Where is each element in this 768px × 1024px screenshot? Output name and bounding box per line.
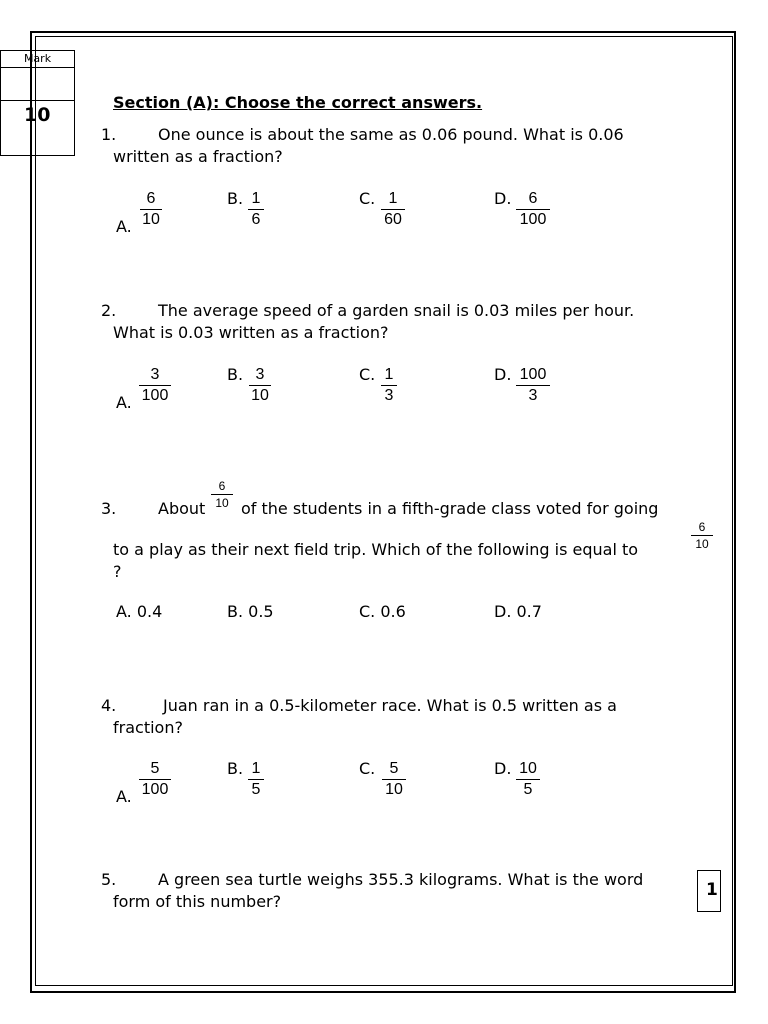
q5-line2: form of this number? <box>113 892 282 911</box>
q1-option-b-fraction[interactable]: $\frac{1}{6}$ <box>248 190 264 229</box>
q4-option-c-fraction[interactable]: $\frac{5}{10}$ <box>382 760 406 799</box>
q2-option-d-fraction[interactable]: $\frac{100}{3}$ <box>516 366 550 405</box>
mark-value: 10 <box>24 104 51 126</box>
q3-option-a[interactable]: A. 0.4 <box>116 602 163 621</box>
q5-number: 5. <box>101 870 117 889</box>
q3-option-c[interactable]: C. 0.6 <box>359 602 406 621</box>
q1-option-a-fraction[interactable]: $\frac{6}{10}$ <box>140 190 162 229</box>
q2-option-b-letter[interactable]: B. <box>227 365 244 384</box>
q3-option-b[interactable]: B. 0.5 <box>227 602 274 621</box>
q1-number: 1. <box>101 125 117 144</box>
q4-line1: Juan ran in a 0.5-kilometer race. What is 0.5 written as a <box>163 696 617 715</box>
q1-option-b-letter[interactable]: B. <box>227 189 244 208</box>
q2-line2: What is 0.03 written as a fraction? <box>113 323 389 342</box>
mark-divider <box>0 100 75 101</box>
q2-option-a-letter[interactable]: A. <box>116 393 132 412</box>
mark-label: Mark <box>0 50 75 68</box>
q2-option-d-letter[interactable]: D. <box>494 365 512 384</box>
q1-option-d-letter[interactable]: D. <box>494 189 512 208</box>
q3-line2: to a play as their next field trip. Which of the following is equal to <box>113 540 639 559</box>
q1-option-a-letter[interactable]: A. <box>116 217 132 236</box>
q2-option-a-fraction[interactable]: $\frac{3}{100}$ <box>139 366 171 405</box>
section-title: Section (A): Choose the correct answers. <box>113 93 483 112</box>
q3-line1-pre: About <box>158 499 206 518</box>
q4-option-a-fraction[interactable]: $\frac{5}{100}$ <box>139 760 171 799</box>
q4-option-d-fraction[interactable]: $\frac{10}{5}$ <box>516 760 540 799</box>
q2-line1: The average speed of a garden snail is 0.03 miles per hour. <box>158 301 635 320</box>
q4-option-d-letter[interactable]: D. <box>494 759 512 778</box>
q2-option-c-fraction[interactable]: $\frac{1}{3}$ <box>381 366 397 405</box>
q3-option-d[interactable]: D. 0.7 <box>494 602 542 621</box>
q4-line2: fraction? <box>113 718 183 737</box>
q4-number: 4. <box>101 696 117 715</box>
q1-option-c-letter[interactable]: C. <box>359 189 376 208</box>
q1-line1: One ounce is about the same as 0.06 pound. What is 0.06 <box>158 125 624 144</box>
q2-number: 2. <box>101 301 117 320</box>
q3-line1-post: of the students in a fifth-grade class voted for going <box>241 499 659 518</box>
q1-option-d-fraction[interactable]: $\frac{6}{100}$ <box>516 190 550 229</box>
q3-inline-fraction-1: $\frac{6}{10}$ <box>211 479 233 510</box>
q1-option-c-fraction[interactable]: $\frac{1}{60}$ <box>381 190 405 229</box>
q4-option-a-letter[interactable]: A. <box>116 787 132 806</box>
q5-line1: A green sea turtle weighs 355.3 kilograms. What is the word <box>158 870 644 889</box>
q3-inline-fraction-2: $\frac{6}{10}$ <box>691 520 713 551</box>
q4-option-b-fraction[interactable]: $\frac{1}{5}$ <box>248 760 264 799</box>
q4-option-b-letter[interactable]: B. <box>227 759 244 778</box>
page-number: 1 <box>706 880 718 900</box>
q3-number: 3. <box>101 499 117 518</box>
q1-line2: written as a fraction? <box>113 147 283 166</box>
q4-option-c-letter[interactable]: C. <box>359 759 376 778</box>
q3-line3: ? <box>113 562 122 581</box>
q2-option-c-letter[interactable]: C. <box>359 365 376 384</box>
q2-option-b-fraction[interactable]: $\frac{3}{10}$ <box>249 366 271 405</box>
